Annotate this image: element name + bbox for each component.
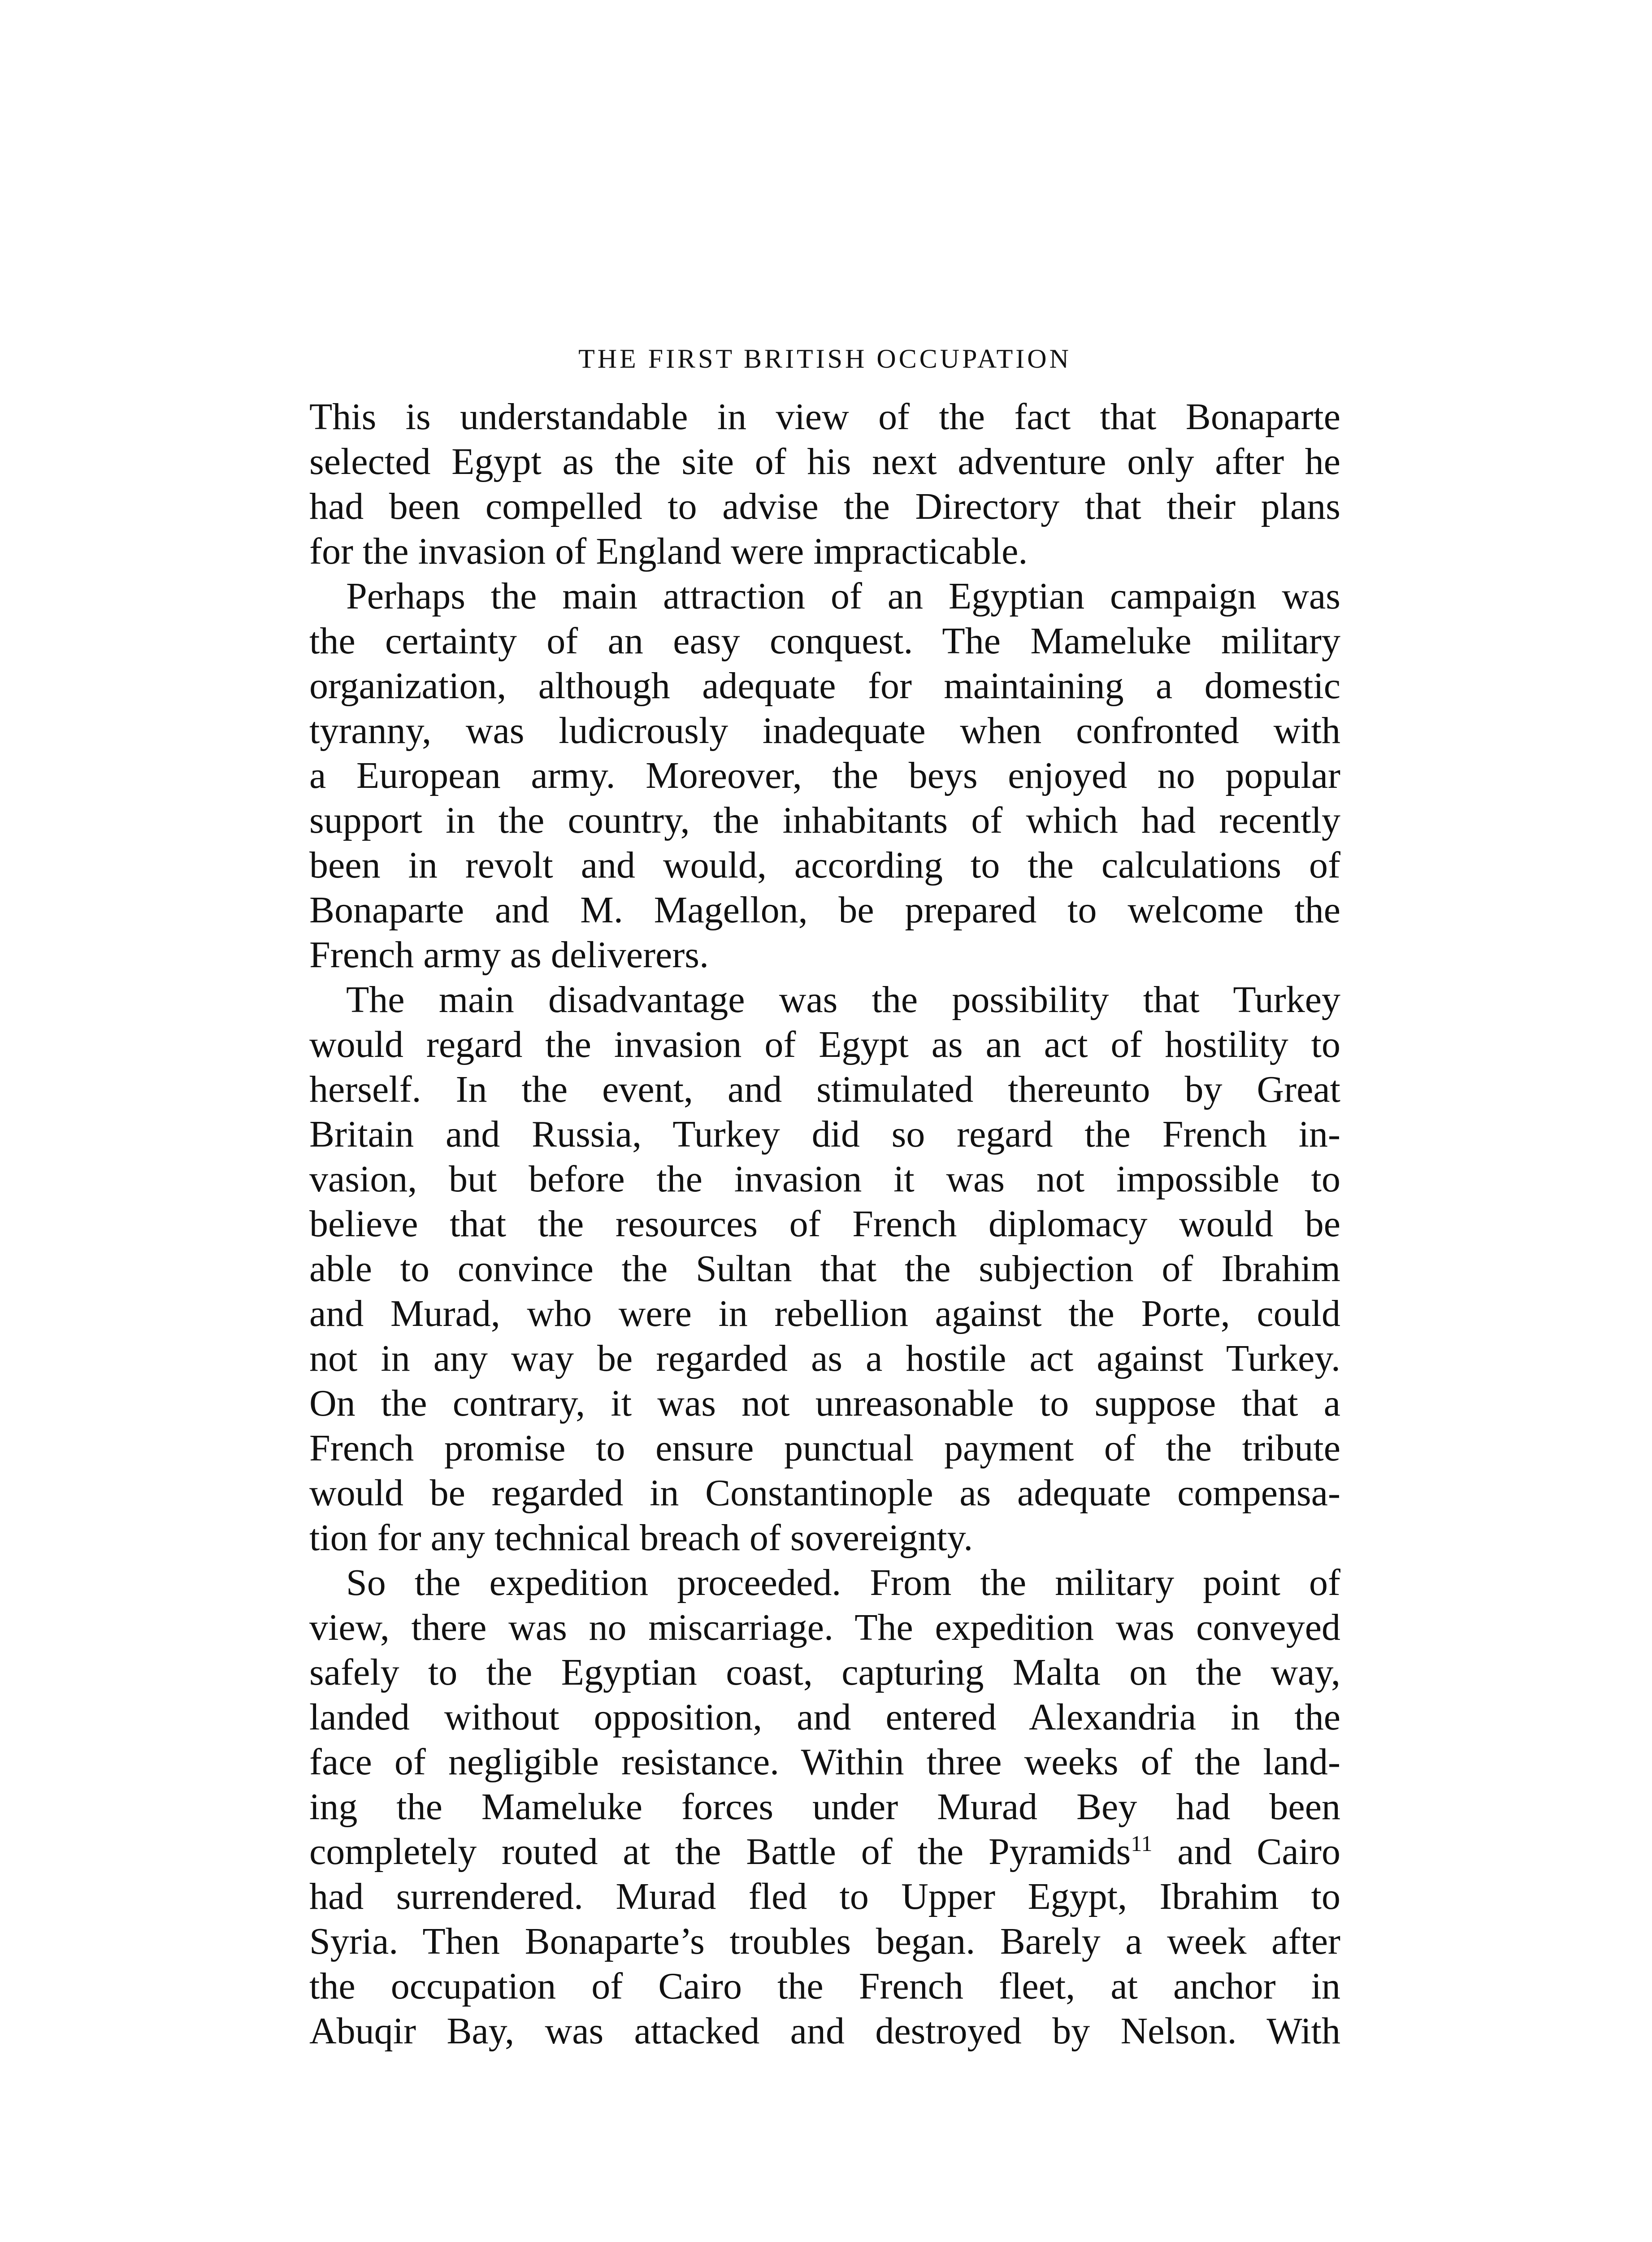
text-line: view, there was no miscarriage. The expedition was conveyed <box>309 1607 1340 1648</box>
text-line: the certainty of an easy conquest. The Mameluke military <box>309 620 1340 662</box>
text-line: the occupation of Cairo the French fleet, at anchor in <box>309 1965 1340 2007</box>
text-segment: completely routed at the Battle of the Pyramids <box>309 1831 1131 1873</box>
text-line-with-footnote <box>309 1829 1340 1874</box>
text-line: believe that the resources of French diplomacy would be <box>309 1203 1340 1245</box>
text-line: a European army. Moreover, the beys enjoyed no popular <box>309 755 1340 796</box>
text-line: for the invasion of England were impracticable. <box>309 530 1028 572</box>
text-line: Perhaps the main attraction of an Egyptian campaign was <box>346 575 1340 617</box>
text-line: not in any way be regarded as a hostile act against Turkey. <box>309 1338 1340 1379</box>
text-line: had surrendered. Murad fled to Upper Egypt, Ibrahim to <box>309 1876 1340 1917</box>
text-line: Bonaparte and M. Magellon, be prepared to welcome the <box>309 889 1340 931</box>
text-line: landed without opposition, and entered Alexandria in the <box>309 1696 1340 1738</box>
text-line: Syria. Then Bonaparte’s troubles began. Barely a week after <box>309 1920 1340 1962</box>
text-line: face of negligible resistance. Within three weeks of the land- <box>309 1741 1340 1783</box>
text-line: would regard the invasion of Egypt as an act of hostility to <box>309 1024 1340 1065</box>
text-line: had been compelled to advise the Directory that their plans <box>309 486 1340 527</box>
body-text <box>309 395 1340 2054</box>
footnote-reference: 11 <box>1131 1831 1153 1856</box>
text-line: and Murad, who were in rebellion against the Porte, could <box>309 1293 1340 1334</box>
text-line: tion for any technical breach of sovereignty. <box>309 1517 973 1559</box>
running-head: THE FIRST BRITISH OCCUPATION <box>578 344 1071 374</box>
text-line: So the expedition proceeded. From the military point of <box>346 1562 1340 1603</box>
text-line: vasion, but before the invasion it was not impossible to <box>309 1158 1340 1200</box>
text-line: selected Egypt as the site of his next adventure only after he <box>309 441 1340 482</box>
text-segment: and Cairo <box>1152 1831 1341 1873</box>
text-line: organization, although adequate for maintaining a domestic <box>309 665 1340 707</box>
text-line: tyranny, was ludicrously inadequate when confronted with <box>309 710 1340 752</box>
text-line: herself. In the event, and stimulated thereunto by Great <box>309 1069 1340 1110</box>
text-line: French promise to ensure punctual payment of the tribute <box>309 1427 1340 1469</box>
text-line: support in the country, the inhabitants of which had recently <box>309 799 1340 841</box>
text-line: The main disadvantage was the possibility that Turkey <box>346 979 1340 1021</box>
text-line: would be regarded in Constantinople as adequate compensa- <box>309 1472 1340 1514</box>
text-line: ing the Mameluke forces under Murad Bey had been <box>309 1786 1340 1828</box>
text-line: French army as deliverers. <box>309 934 709 976</box>
text-line: This is understandable in view of the fact that Bonaparte <box>309 396 1340 438</box>
text-line: been in revolt and would, according to the calculations of <box>309 844 1340 886</box>
text-line: On the contrary, it was not unreasonable to suppose that a <box>309 1382 1340 1424</box>
text-line: able to convince the Sultan that the subjection of Ibrahim <box>309 1248 1340 1290</box>
text-line: safely to the Egyptian coast, capturing Malta on the way, <box>309 1651 1340 1693</box>
text-line: Britain and Russia, Turkey did so regard the French in- <box>309 1113 1340 1155</box>
text-line: Abuqir Bay, was attacked and destroyed by Nelson. With <box>309 2010 1340 2052</box>
